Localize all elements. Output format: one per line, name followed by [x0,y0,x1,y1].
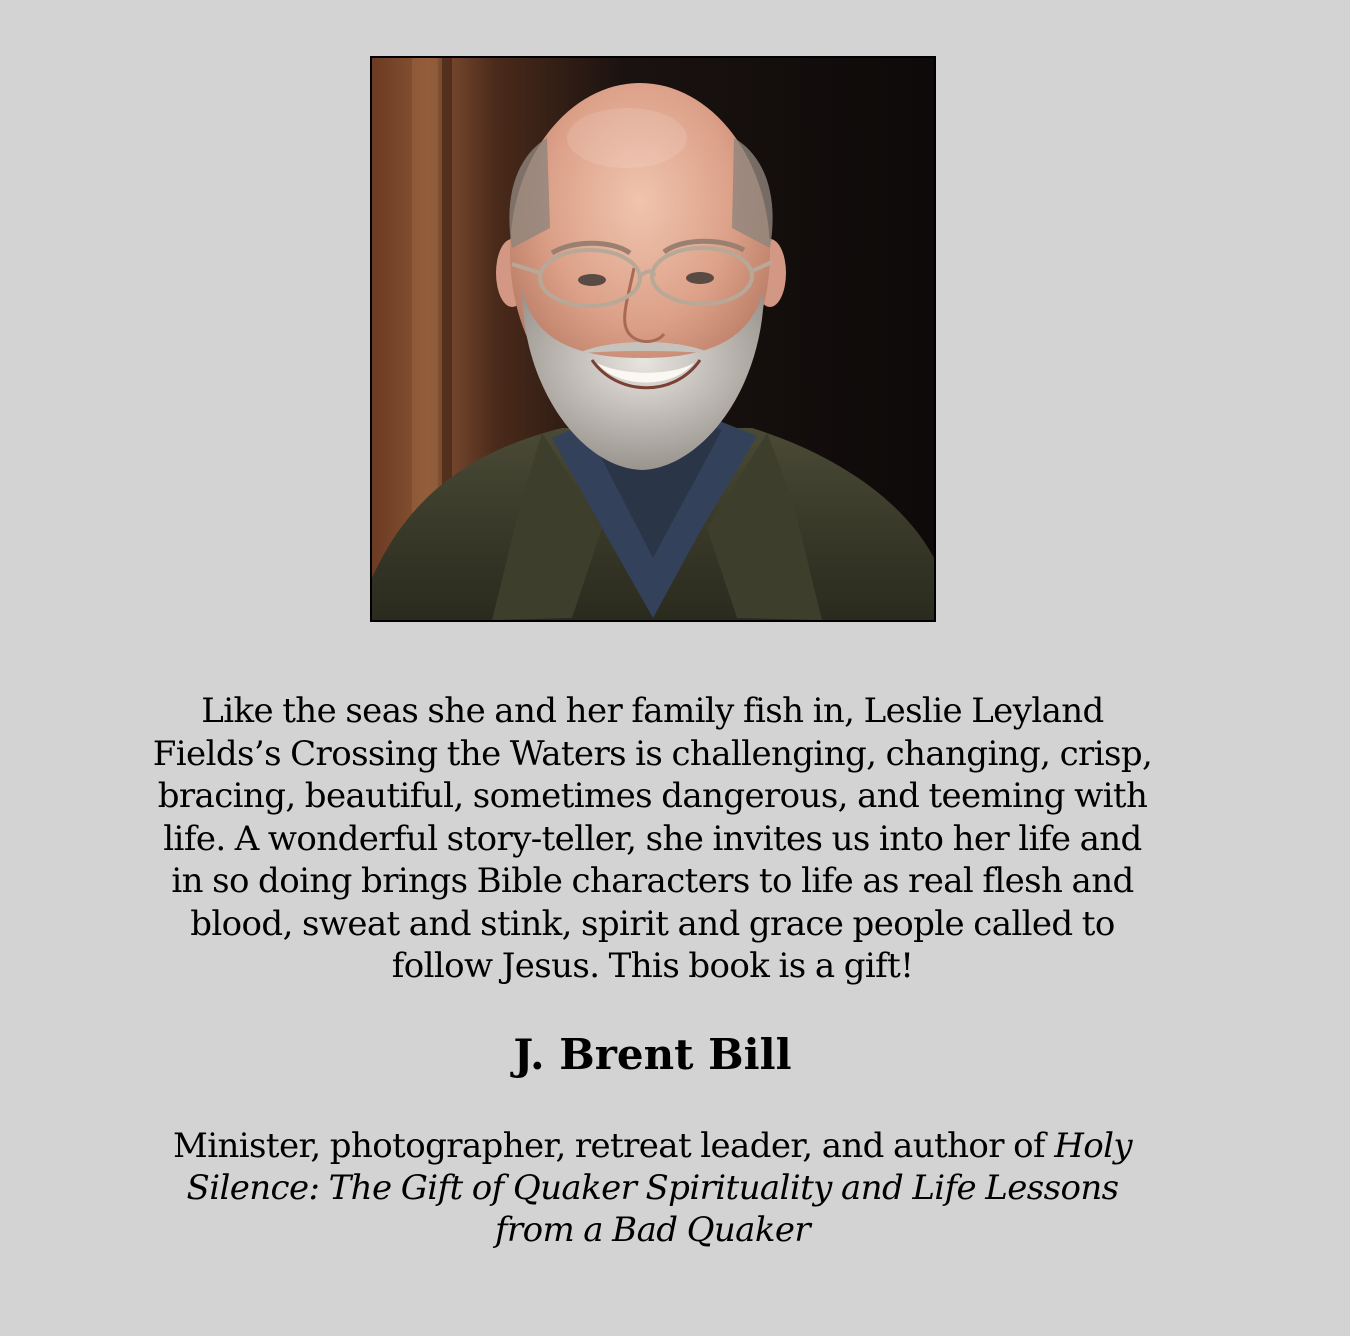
quote-line: follow Jesus. This book is a gift! [391,946,914,986]
quote-line: in so doing brings Bible characters to life as real flesh and [171,861,1134,901]
author-portrait [370,56,936,622]
bio-line [150,1167,1155,1209]
quote-line: Fields’s Crossing the Waters is challenging, changing, crisp, [152,733,1153,774]
author-name: J. Brent Bill [513,1030,792,1079]
book-title-part: from a Bad Quaker [494,1210,811,1250]
bio-text: Minister, photographer, retreat leader, and author of [172,1126,1055,1166]
quote-line: life. A wonderful story-teller, she invites us into her life and [163,818,1142,859]
author-bio [150,1125,1155,1251]
endorsement-quote [150,690,1155,988]
quote-line: bracing, beautiful, sometimes dangerous, and teeming with [157,776,1148,816]
book-title-part: Silence: The Gift of Quaker Spirituality and Life Lessons [186,1168,1119,1208]
book-title-part: Holy [1054,1126,1132,1166]
bio-line [150,1209,1155,1251]
quote-line: blood, sweat and stink, spirit and grace people called to [190,903,1115,944]
quote-line: Like the seas she and her family fish in, Leslie Leyland [201,691,1104,731]
author-portrait-image [372,58,934,620]
bio-line [150,1125,1155,1167]
